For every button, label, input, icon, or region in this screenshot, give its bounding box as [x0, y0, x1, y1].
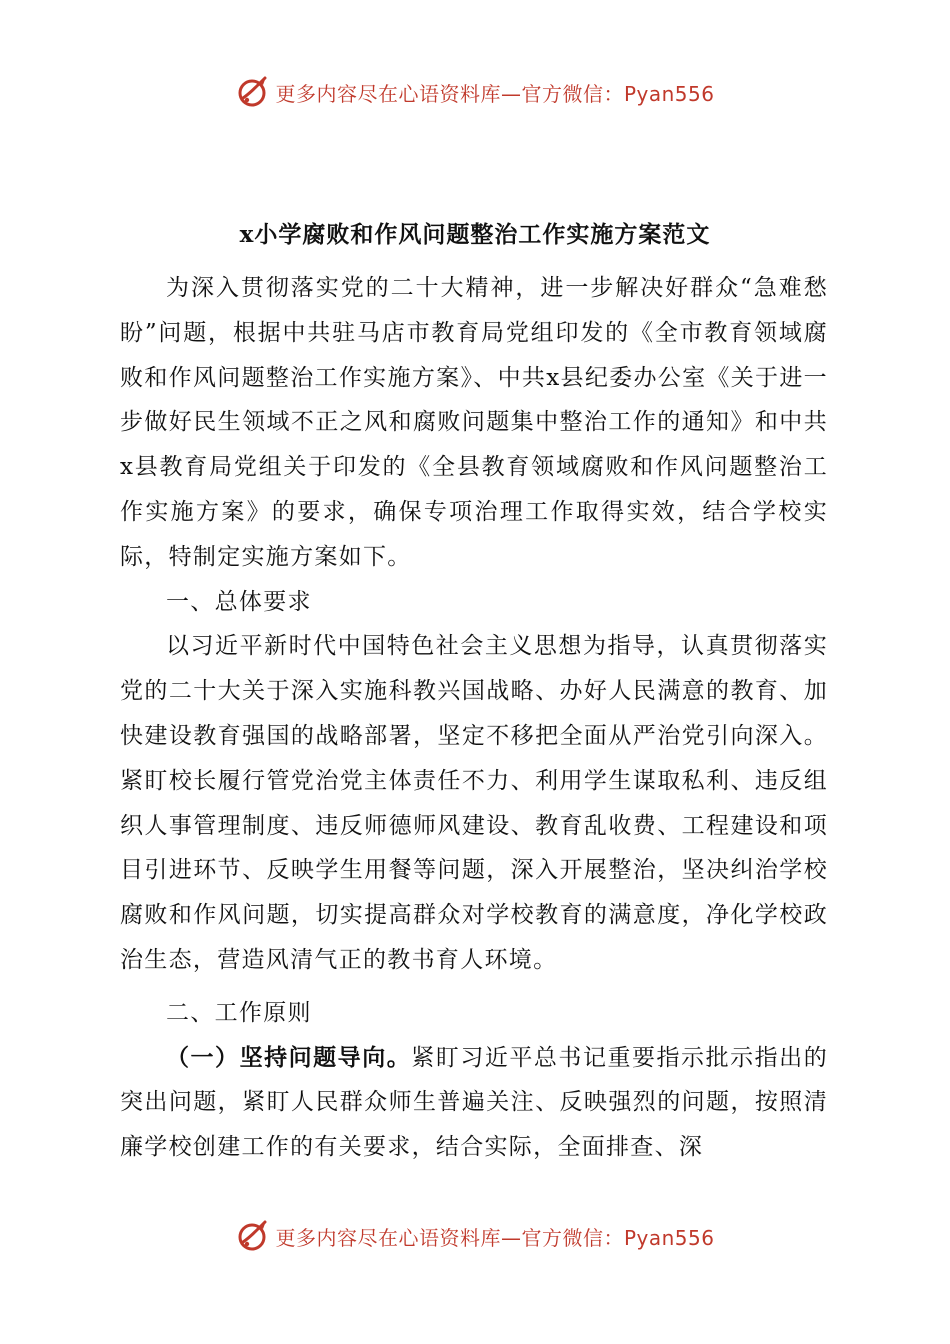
- document-title: x小学腐败和作风问题整治工作实施方案范文: [239, 221, 711, 248]
- principle-1-text: 紧盯习近平总书记重要指示批示指出的突出问题，紧盯人民群众师生普遍关注、反映强烈的问题，按照清廉学校创建工作的有关要求，结合实际，全面排查、深: [120, 1044, 828, 1161]
- brush-logo-icon: [235, 1218, 271, 1254]
- watermark-text: 更多内容尽在心语资料库—官方微信：Pyan556: [275, 81, 715, 106]
- principle-1-paragraph: [120, 1036, 828, 1170]
- principle-1-label: （一）坚持问题导向。: [166, 1043, 412, 1071]
- intro-paragraph: 为深入贯彻落实党的二十大精神，进一步解决好群众“急难愁盼”问题，根据中共驻马店市教育局党组印发的《全市教育领域腐败和作风问题整治工作实施方案》、中共x县纪委办公室《关于进一步做好民生领域不正之风和腐败问题集中整治工作的通知》和中共x县教育局党组关于印发的《全县教育领域腐败和作风问题整治工作实施方案》的要求，确保专项治理工作取得实效，结合学校实际，特制定实施方案如下。: [120, 275, 828, 570]
- brush-logo-icon: [235, 74, 271, 110]
- section-heading-work-principles: 二、工作原则: [166, 999, 312, 1026]
- watermark-text: 更多内容尽在心语资料库—官方微信：Pyan556: [275, 1225, 715, 1250]
- watermark-banner-top: [0, 72, 950, 112]
- document-body: [120, 266, 828, 1170]
- general-requirements-paragraph: 以习近平新时代中国特色社会主义思想为指导，认真贯彻落实党的二十大关于深入实施科教兴国战略、办好人民满意的教育、加快建设教育强国的战略部署，坚定不移把全面从严治党引向深入。紧盯校长履行管党治党主体责任不力、利用学生谋取私利、违反组织人事管理制度、违反师德师风建设、教育乱收费、工程建设和项目引进环节、反映学生用餐等问题，深入开展整治，坚决纠治学校腐败和作风问题，切实提高群众对学校教育的满意度，净化学校政治生态，营造风清气正的教书育人环境。: [120, 633, 828, 973]
- section-heading-general-requirements: 一、总体要求: [166, 588, 312, 615]
- watermark-banner-bottom: [0, 1216, 950, 1256]
